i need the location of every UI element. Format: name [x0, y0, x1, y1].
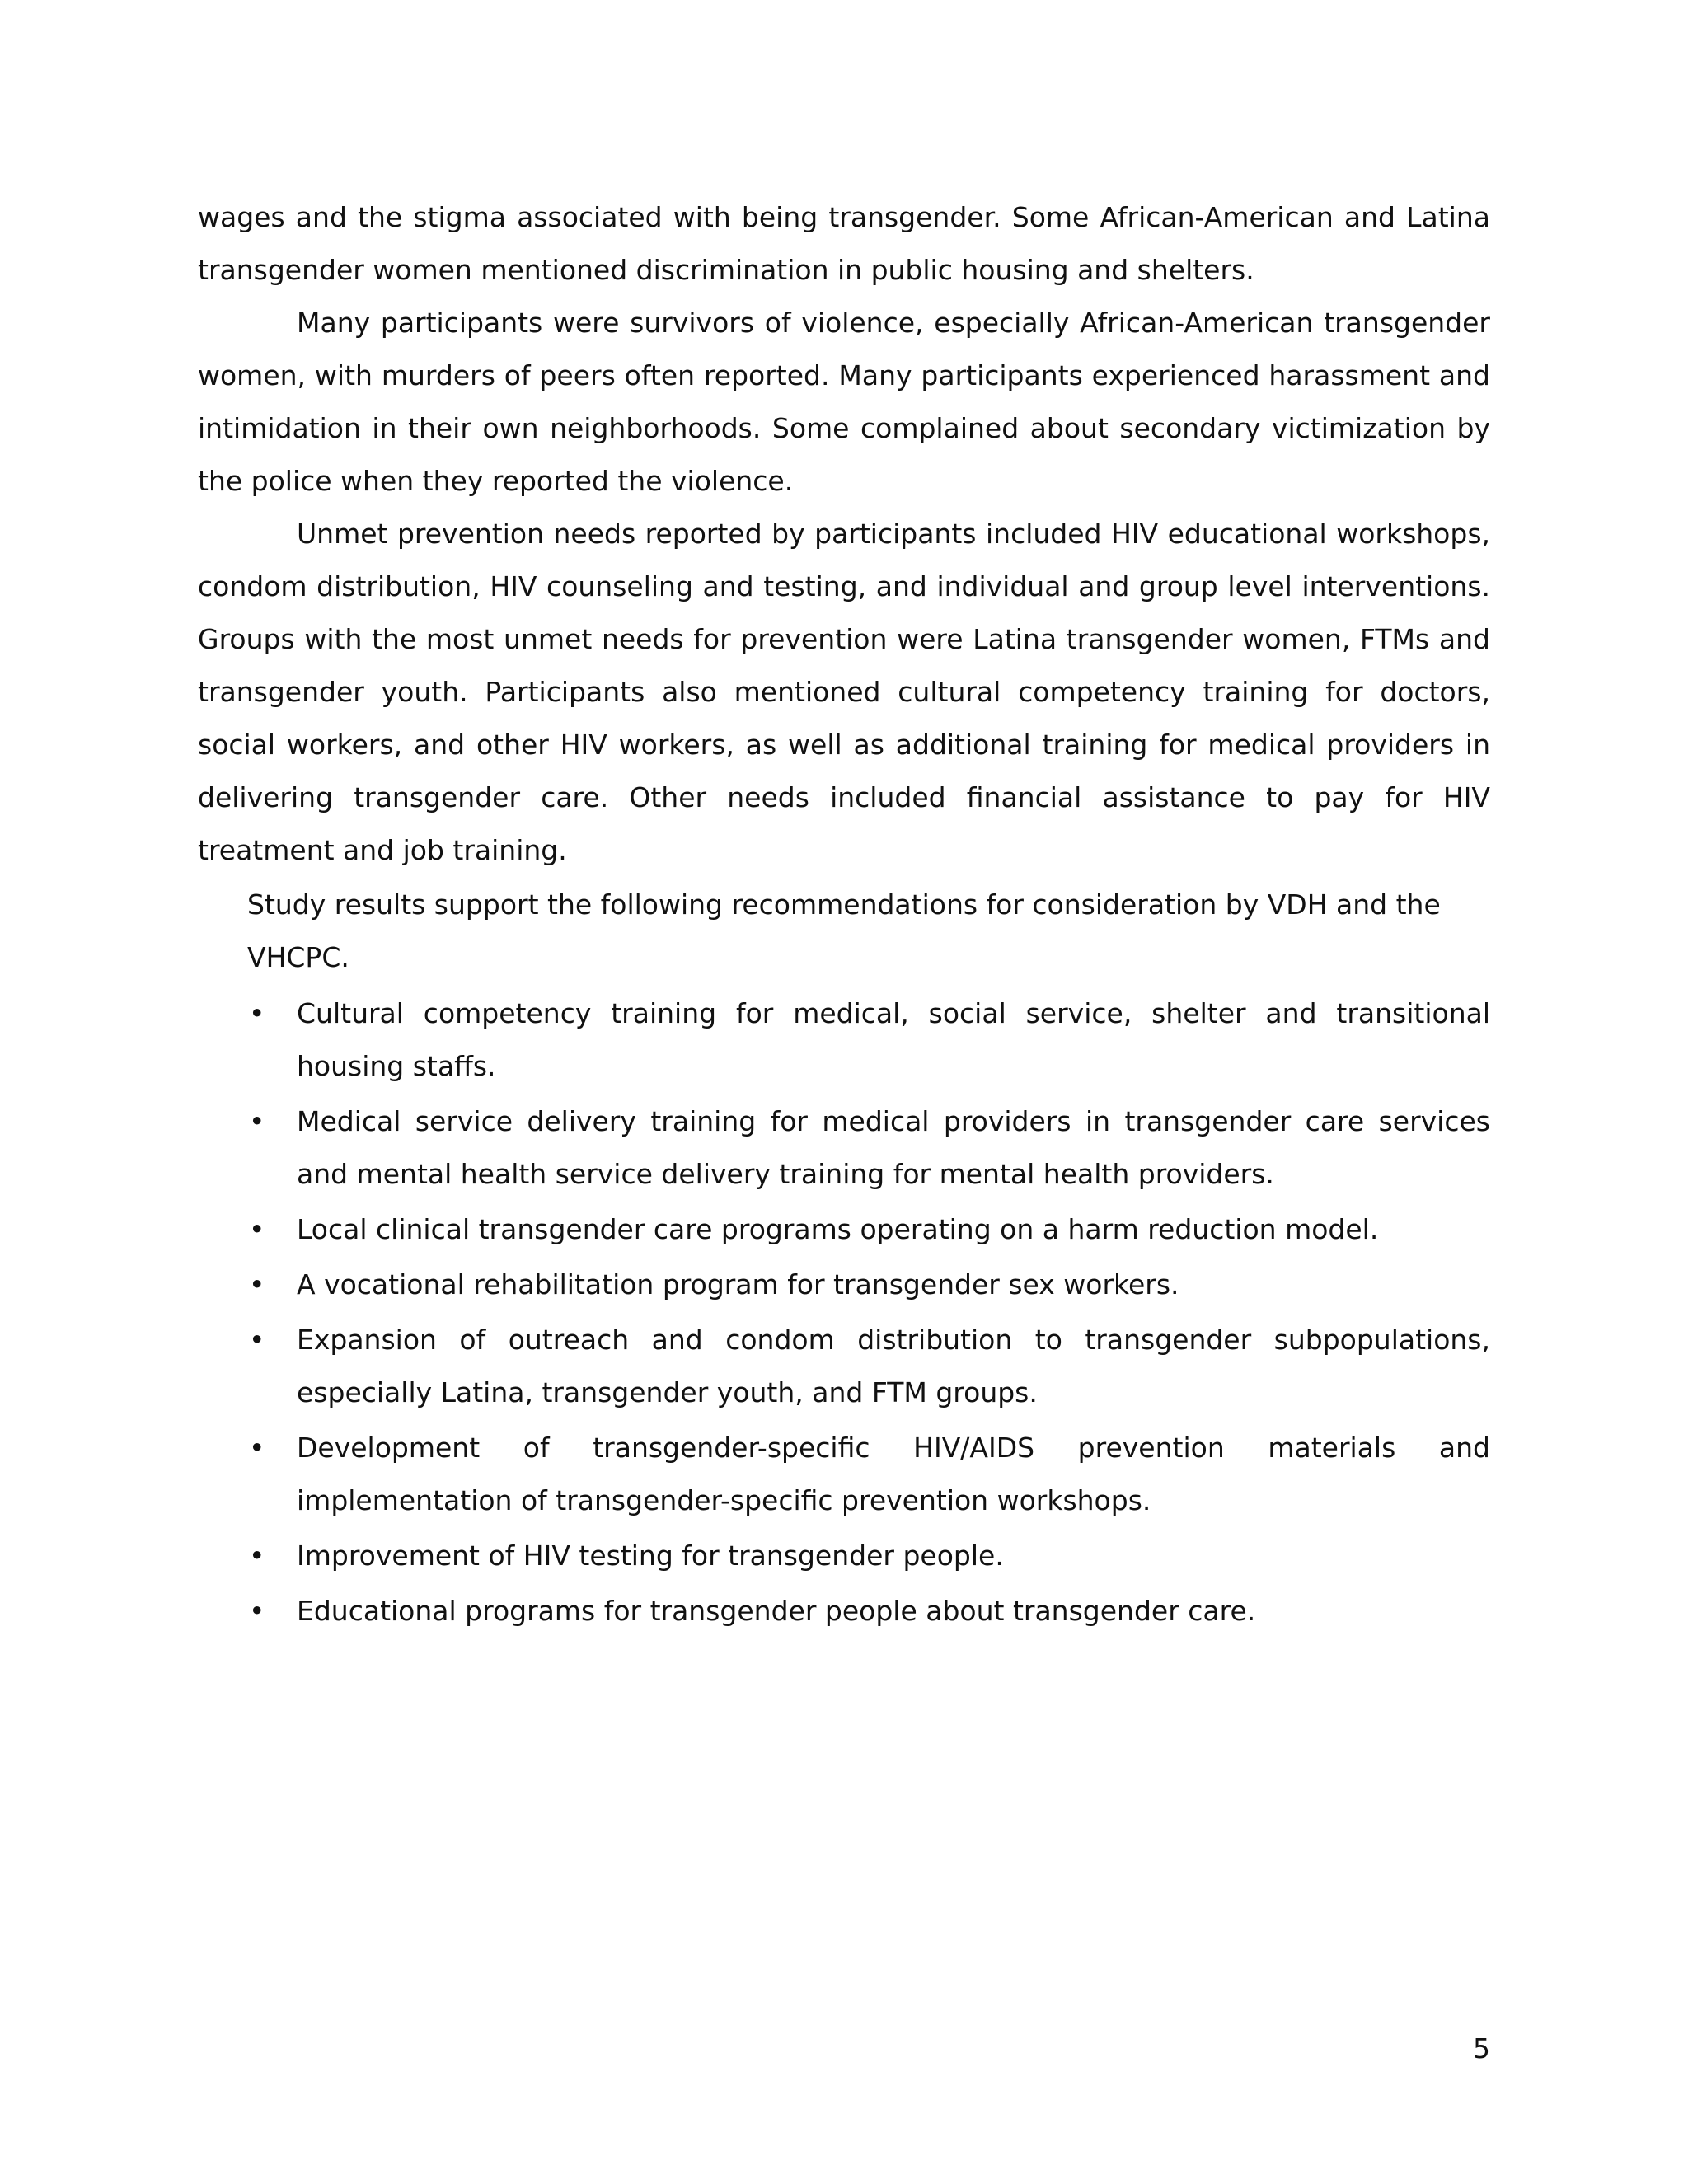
recommendations-intro: Study results support the following recommendations for consideration by VDH and the VHCPC.: [247, 888, 1441, 973]
recommendation-text: Expansion of outreach and condom distribution to transgender subpopulations, especially Latina, transgender youth, and FTM groups.: [297, 1324, 1490, 1408]
recommendations-list: [198, 987, 1490, 1638]
recommendation-item: [198, 1258, 1490, 1311]
bullet-icon: •: [249, 1105, 265, 1137]
recommendation-item: [198, 1585, 1490, 1638]
recommendation-item: [198, 987, 1490, 1093]
page-number: 5: [1473, 2032, 1490, 2064]
document-page: [198, 191, 1490, 1640]
recommendation-text: Local clinical transgender care programs operating on a harm reduction model.: [297, 1213, 1379, 1245]
recommendation-text: A vocational rehabilitation program for transgender sex workers.: [297, 1268, 1179, 1301]
recommendation-text: Medical service delivery training for medical providers in transgender care services and mental health service delivery training for mental health providers.: [297, 1105, 1490, 1190]
recommendation-text: Development of transgender-specific HIV/AIDS prevention materials and implementation of transgender-specific prevention workshops.: [297, 1432, 1490, 1516]
recommendation-item: [198, 1530, 1490, 1582]
bullet-icon: •: [249, 1324, 265, 1356]
recommendation-text: Educational programs for transgender people about transgender care.: [297, 1595, 1256, 1627]
recommendation-item: [198, 1314, 1490, 1419]
recommendation-text: Improvement of HIV testing for transgender people.: [297, 1540, 1004, 1572]
recommendation-item: [198, 1095, 1490, 1201]
bullet-icon: •: [249, 1540, 265, 1572]
recommendation-item: [198, 1203, 1490, 1256]
bullet-icon: •: [249, 1213, 265, 1245]
body-paragraph-3: Unmet prevention needs reported by participants included HIV educational workshops, condom distribution, HIV counseling and testing, and individual and group level interventions. Groups with the most unmet needs for prevention were Latina transgender women, FTMs and transgender youth. Participants also mentioned cultural competency training for doctors, social workers, and other HIV workers, as well as additional training for medical providers in delivering transgender care. Other needs included financial assistance to pay for HIV treatment and job training.: [198, 518, 1490, 866]
bullet-icon: •: [249, 1432, 265, 1464]
bullet-icon: •: [249, 997, 265, 1029]
body-paragraph-1: wages and the stigma associated with being transgender. Some African-American and Latina transgender women mentioned discrimination in public housing and shelters.: [198, 201, 1490, 286]
recommendation-item: [198, 1422, 1490, 1527]
body-paragraph-2: Many participants were survivors of violence, especially African-American transgender women, with murders of peers often reported. Many participants experienced harassment and intimidation in their own neighborhoods. Some complained about secondary victimization by the police when they reported the violence.: [198, 307, 1490, 497]
bullet-icon: •: [249, 1595, 265, 1627]
recommendation-text: Cultural competency training for medical, social service, shelter and transitional housing staffs.: [297, 997, 1490, 1082]
bullet-icon: •: [249, 1268, 265, 1301]
